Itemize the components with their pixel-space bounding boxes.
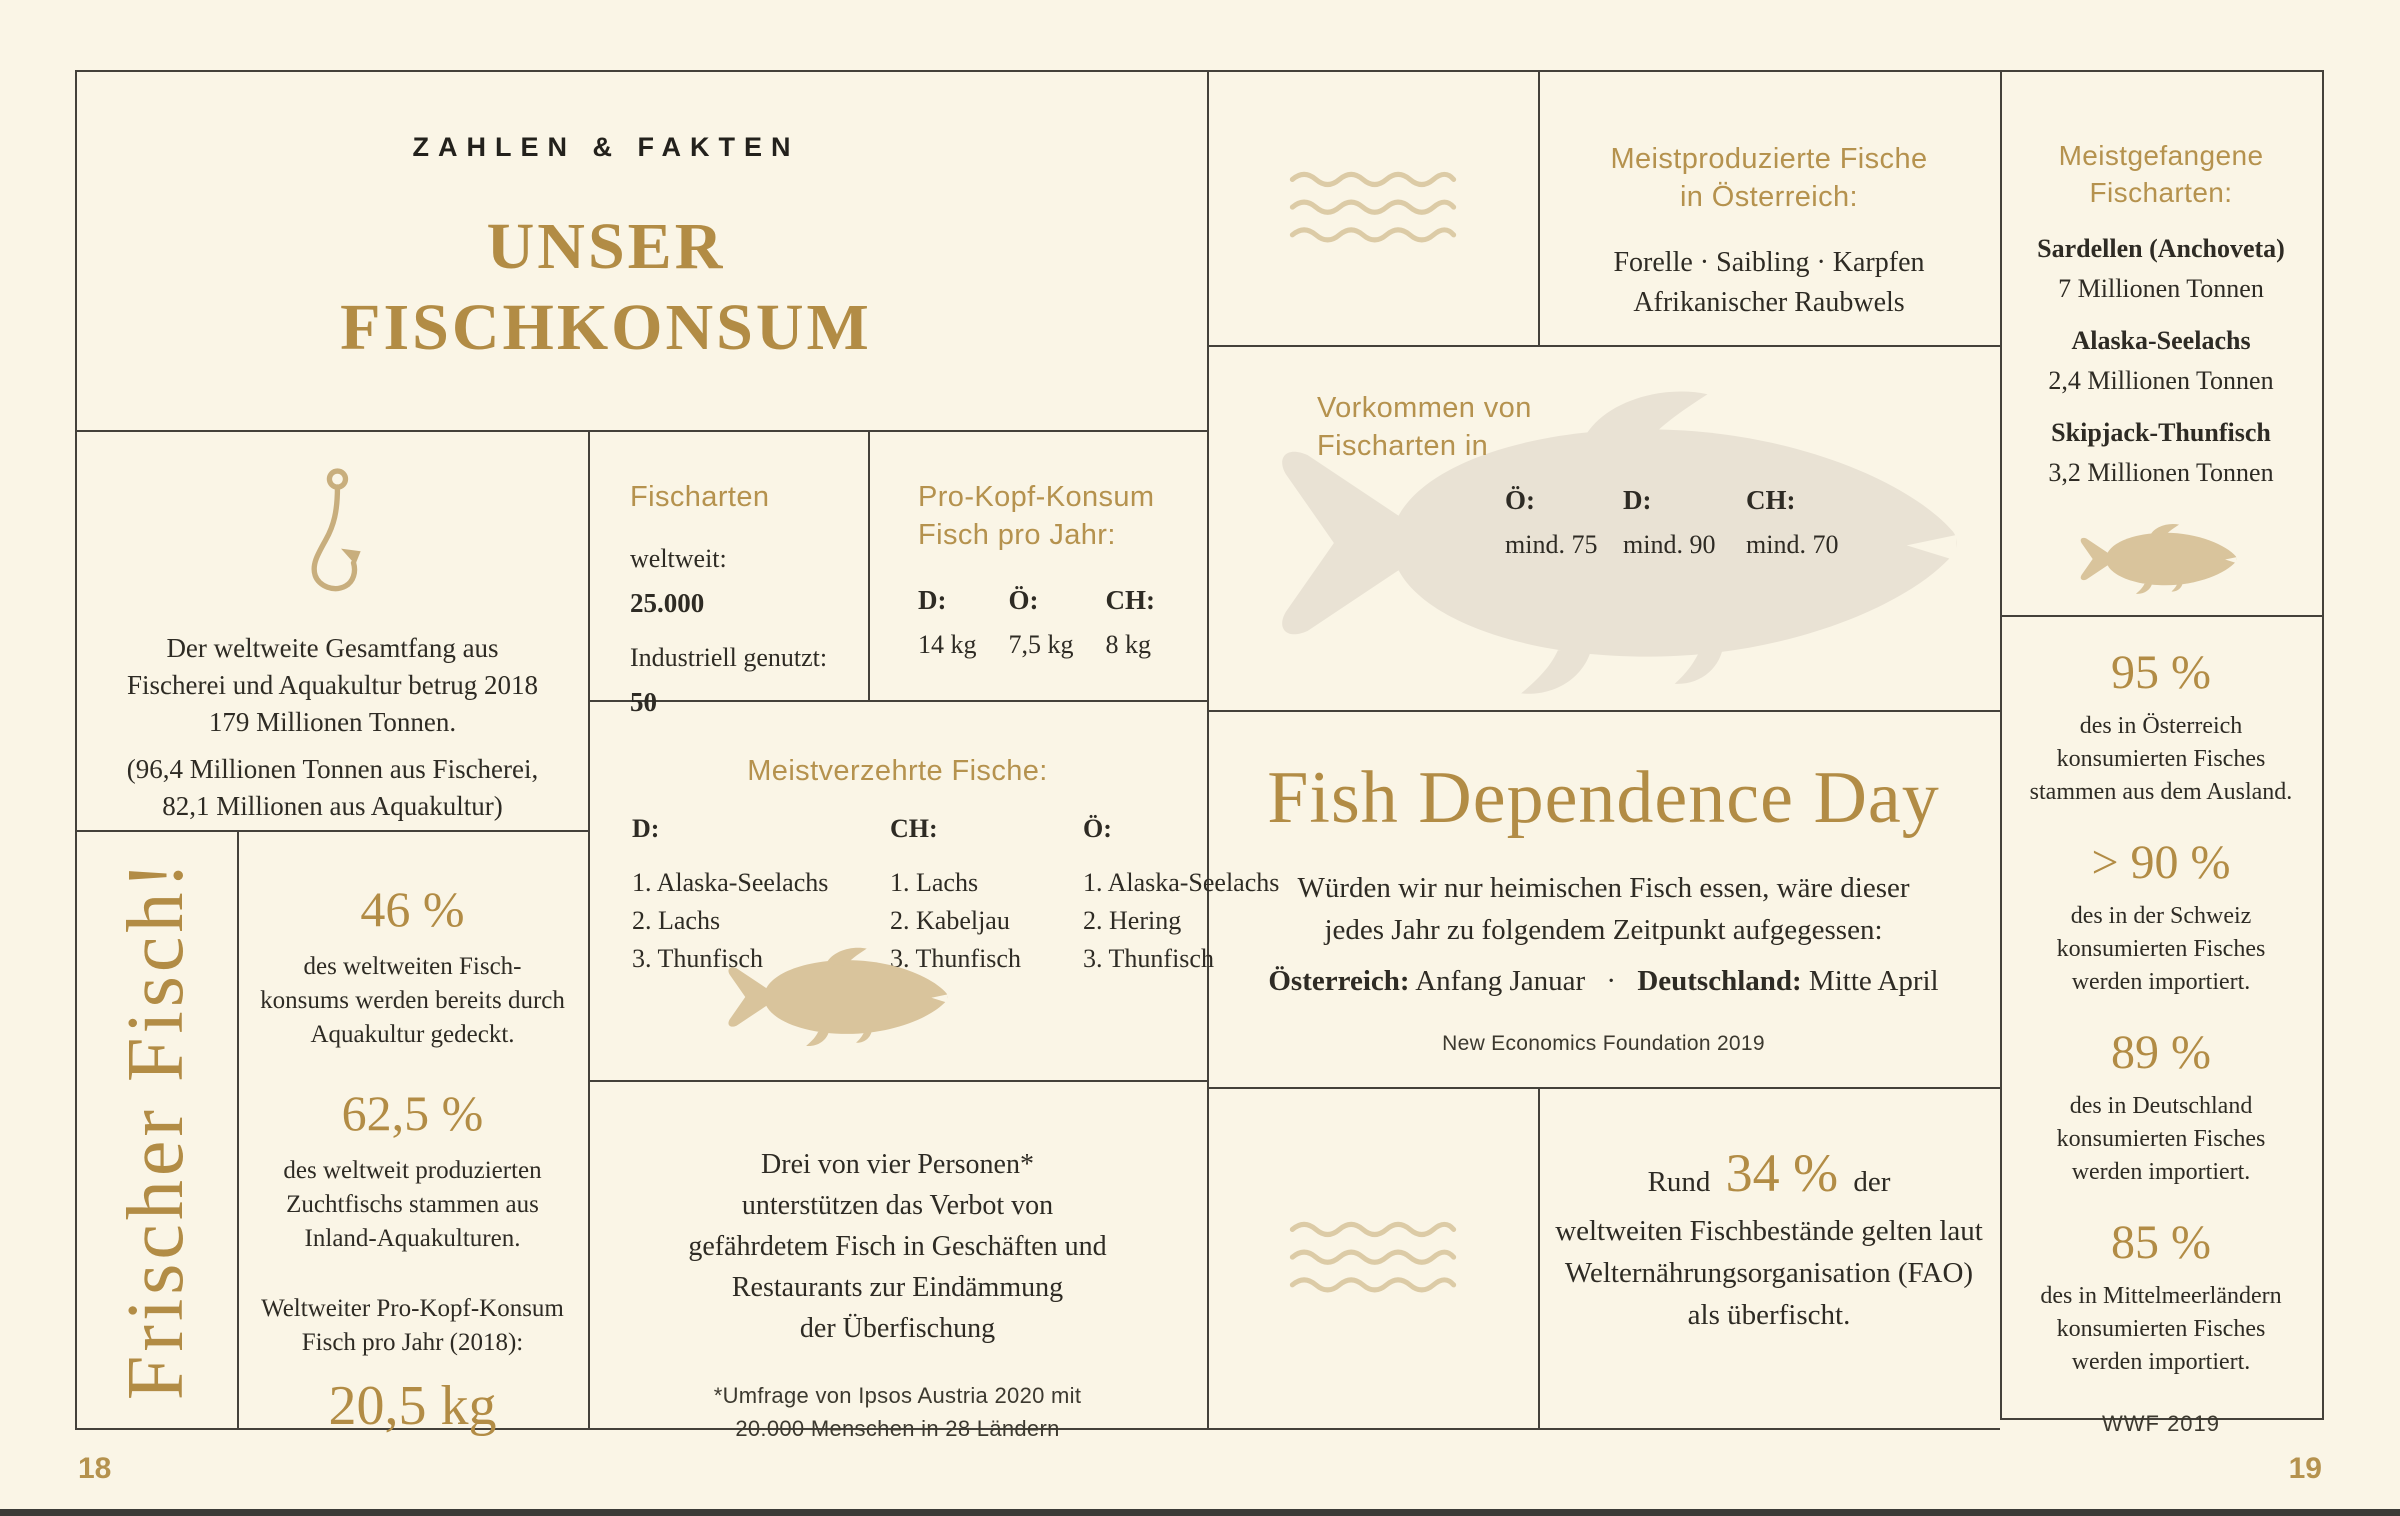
stat-line: des in der Schweiz [2070,903,2252,929]
country-value: mind. 75 [1505,530,1598,559]
waves-panel [1209,72,1536,343]
country-value: Mitte April [1808,965,1939,997]
waves-panel [1209,1089,1536,1426]
country-label: CH: [1105,584,1155,615]
survey-line: unterstützen das Verbot von [741,1190,1054,1221]
list-item: 2. Kabeljau [890,906,1010,935]
occurrence-heading-line: Vorkommen von [1317,392,1532,424]
list-item: 3. Thunfisch [1083,944,1214,973]
total-catch-line: 179 Millionen Tonnen. [208,707,457,737]
stat-line: des in Österreich [2079,713,2243,739]
stat-line: konsumierten Fisches [2056,746,2266,772]
import-stat [2002,1215,2320,1379]
fresh-fish-text: Frischer Fisch! [111,857,200,1401]
country-label: Ö: [1505,485,1535,515]
fish-dependence-countries [1209,965,1998,998]
grid-line [2322,70,2324,1420]
per-capita-col-d [918,585,977,660]
stat-description [239,1154,586,1256]
fish-dependence-section [1209,712,1998,1085]
stat-line: Fisch pro Jahr (2018): [301,1329,524,1356]
waves-icon [1289,162,1457,254]
most-produced-list [1540,243,1998,323]
stat-description [239,950,586,1052]
stat-description [2002,710,2320,809]
fish-species-value: 50 [630,687,657,718]
salmon-silhouette-icon [708,945,976,1049]
separator-dot: · [1606,965,1617,997]
overfished-text [1540,1210,1998,1336]
fish-species-section [590,432,866,718]
country-value: mind. 70 [1746,530,1839,559]
list-item: 2. Hering [1083,906,1182,935]
overfished-line: weltweiten Fischbestände gelten laut [1555,1215,1983,1247]
fish-species-heading: Fischarten [630,481,770,513]
list-item: 3. Thunfisch [890,944,1021,973]
page-title-line1: UNSER [486,209,726,283]
species-name: Alaska-Seelachs [2071,325,2251,355]
overfished-suffix: der [1853,1166,1891,1198]
occurrence-values [1505,485,1851,560]
country-value: mind. 90 [1623,530,1716,559]
total-catch-line: 82,1 Millionen aus Aquakultur) [162,791,503,821]
fish-species-label: Industriell genutzt: [630,643,828,673]
most-produced-section [1540,72,1998,343]
fish-dependence-line: jedes Jahr zu folgendem Zeitpunkt aufgegessen: [1324,914,1883,946]
imports-source: WWF 2019 [2101,1411,2221,1436]
overfished-line: Welternährungsorganisation (FAO) [1564,1257,1974,1289]
stat-description [2002,1280,2320,1379]
stat-line: des weltweiten Fisch- [303,953,522,980]
occurrence-col-d [1623,485,1728,560]
per-capita-col-oe [1009,585,1074,660]
stat-line: Zuchtfischs stammen aus [286,1191,539,1218]
country-value: 8 kg [1105,629,1151,659]
import-stat [2002,645,2320,809]
occurrence-col-oe [1505,485,1605,560]
total-catch-line: (96,4 Millionen Tonnen aus Fischerei, [126,754,539,784]
per-capita-heading-line: Fisch pro Jahr: [918,519,1116,552]
overfished-value: 34 % [1725,1143,1839,1203]
country-label: CH: [1746,485,1796,515]
country-value: 7,5 kg [1008,629,1074,659]
most-produced-line: Afrikanischer Raubwels [1633,286,1905,318]
waves-icon [1289,1212,1457,1304]
list-item: 1. Alaska-Seelachs [632,868,829,897]
species-amount: 3,2 Millionen Tonnen [2048,457,2274,487]
country-label: D: [1623,485,1652,515]
most-produced-line: Forelle · Saibling · Karpfen [1613,246,1925,278]
page-number-right: 19 [2288,1452,2322,1485]
stat-label [239,1292,586,1360]
fresh-fish-banner [77,832,235,1426]
stat-description [2002,1090,2320,1189]
species-amount: 7 Millionen Tonnen [2058,273,2264,303]
stat-line: Aquakultur gedeckt. [310,1021,515,1048]
imports-section [2002,617,2320,1436]
fish-species-label: weltweit: [630,544,727,574]
overfished-prefix: Rund [1647,1166,1711,1198]
survey-footnote-line: *Umfrage von Ipsos Austria 2020 mit [713,1383,1082,1408]
species-amount: 2,4 Millionen Tonnen [2048,365,2274,395]
total-catch-line: Der weltweite Gesamtfang aus [166,633,499,663]
stat-value: 89 % [2111,1026,2211,1079]
overfished-line1 [1540,1143,1998,1204]
stat-line: werden importiert. [2071,1349,2251,1375]
occurrence-heading-line: Fischarten in [1317,430,1489,463]
stat-line: konsumierten Fisches [2056,1316,2266,1342]
list-item: 1. Lachs [890,868,979,897]
stat-value: 46 % [360,881,465,937]
country-value: 14 kg [918,629,977,659]
total-catch-text [127,630,539,825]
species-name: Sardellen (Anchoveta) [2037,233,2285,263]
country-label: Deutschland: [1637,965,1802,997]
survey-line: Restaurants zur Eindämmung [731,1272,1064,1303]
stat-line: werden importiert. [2071,1159,2251,1185]
occurrence-section [1209,347,1998,708]
anchovy-silhouette-icon [2059,522,2264,596]
occurrence-heading [1317,389,1532,466]
page-title [340,207,872,368]
species-name: Skipjack-Thunfisch [2051,417,2271,447]
stat-value: > 90 % [2091,836,2231,889]
stat-line: werden importiert. [2071,969,2251,995]
total-catch-section [77,432,588,828]
title-section [77,72,1205,428]
country-label: D: [632,814,660,843]
stat-value: 20,5 kg [328,1375,497,1437]
fish-dependence-title: Fish Dependence Day [1267,757,1940,839]
per-capita-values [918,585,1205,660]
stat-line: Inland-Aquakulturen. [304,1225,521,1252]
aquaculture-stats-section [239,832,586,1437]
country-label: D: [918,584,947,615]
survey-section [590,1082,1205,1441]
most-caught-heading-line: Fischarten: [2089,176,2233,208]
stat-value: 95 % [2111,646,2211,699]
most-produced-heading-line: in Österreich: [1679,181,1859,214]
fishing-hook-icon [300,466,366,592]
list-item: 1. Alaska-Seelachs [1083,868,1280,897]
stat-line: stammen aus dem Ausland. [2029,779,2293,805]
import-stat [2002,835,2320,999]
stat-line: konsumierten Fisches [2056,936,2266,962]
country-label: Österreich: [1268,965,1410,997]
most-eaten-section [590,702,1280,1078]
country-label: Ö: [1083,814,1112,843]
survey-line: Drei von vier Personen* [761,1149,1034,1180]
survey-text [590,1144,1205,1349]
most-produced-heading-line: Meistproduzierte Fische [1610,143,1928,175]
list-item: 3. Thunfisch [632,944,763,973]
survey-footnote [590,1379,1205,1445]
most-eaten-heading: Meistverzehrte Fische: [747,755,1048,787]
stat-line: des weltweit produzierten [283,1157,542,1184]
page-bottom-edge [0,1509,2400,1516]
per-capita-heading [918,478,1205,555]
fish-species-value: 25.000 [630,588,705,619]
per-capita-col-ch [1106,585,1156,660]
survey-line: gefährdetem Fisch in Geschäften und [688,1231,1107,1262]
overfished-section [1540,1089,1998,1426]
stat-line: konsumierten Fisches [2056,1126,2266,1152]
page-title-line2: FISCHKONSUM [340,290,872,364]
list-item: 2. Lachs [632,906,721,935]
occurrence-col-ch [1746,485,1851,560]
stat-description [2002,900,2320,999]
most-caught-section [2002,72,2320,615]
most-caught-item [2002,326,2320,396]
country-label: Ö: [1008,584,1039,615]
stat-value: 85 % [2111,1216,2211,1269]
fish-dependence-source: New Economics Foundation 2019 [1442,1032,1765,1055]
stat-line: des in Mittelmeerländern [2040,1283,2282,1309]
overfished-line: als überfischt. [1687,1299,1851,1331]
country-value: Anfang Januar [1415,965,1586,997]
country-label: CH: [890,814,938,843]
import-stat [2002,1025,2320,1189]
section-kicker: ZAHLEN & FAKTEN [412,131,800,162]
most-caught-heading-line: Meistgefangene [2058,140,2264,171]
survey-footnote-line: 20.000 Menschen in 28 Ländern [735,1416,1060,1441]
most-caught-item [2002,234,2320,304]
per-capita-section [870,432,1205,698]
stat-line: konsums werden bereits durch [260,987,565,1014]
stat-value: 62,5 % [341,1085,484,1141]
most-caught-item [2002,418,2320,488]
total-catch-line: Fischerei und Aquakultur betrug 2018 [127,670,538,700]
stat-line: Weltweiter Pro-Kopf-Konsum [261,1295,564,1322]
per-capita-heading-line: Pro-Kopf-Konsum [918,481,1155,513]
fish-dependence-line: Würden wir nur heimischen Fisch essen, wäre dieser [1297,872,1910,904]
most-produced-heading [1540,140,1998,217]
page-number-left: 18 [78,1452,112,1485]
fish-dependence-text [1209,867,1998,951]
survey-line: der Überfischung [799,1313,996,1344]
most-caught-heading [2002,138,2320,212]
stat-line: des in Deutschland [2069,1093,2253,1119]
